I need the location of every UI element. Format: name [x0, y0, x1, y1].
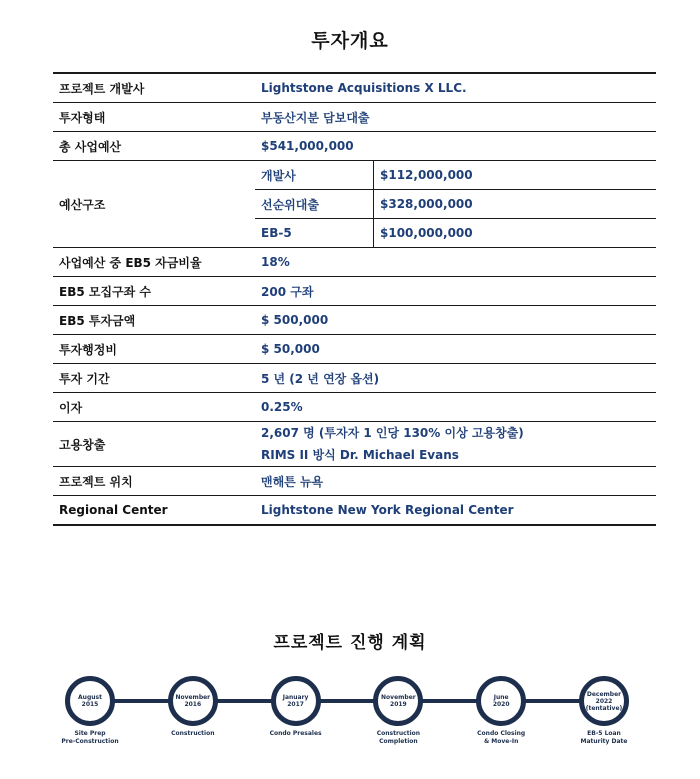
milestone-date: 2017: [287, 701, 304, 708]
timeline-milestone: [373, 676, 423, 726]
row-label: 프로젝트 개발사: [53, 73, 255, 103]
milestone-caption: [353, 730, 443, 746]
milestone-caption-line: Construction: [171, 730, 215, 737]
budget-item-name: 선순위대출: [255, 190, 374, 219]
milestone-date: November: [381, 694, 416, 701]
milestone-date: 2019: [390, 701, 407, 708]
table-row: [53, 306, 656, 335]
milestone-caption-line: Completion: [379, 738, 418, 745]
milestone-date: 2020: [492, 701, 510, 708]
table-row: [53, 364, 656, 393]
milestone-caption-line: Condo Closing: [477, 730, 526, 737]
table-row: [53, 103, 656, 132]
row-value: $ 500,000: [255, 306, 656, 335]
table-row: [53, 335, 656, 364]
row-label: 투자행정비: [53, 335, 255, 364]
timeline-milestone: [65, 676, 115, 726]
row-label: 투자형태: [53, 103, 255, 132]
table-row: [53, 496, 656, 526]
row-value: 맨해튼 뉴욕: [255, 467, 656, 496]
milestone-caption: [559, 730, 649, 746]
table-row: [53, 73, 656, 103]
budget-item-amount: $328,000,000: [374, 190, 657, 219]
milestone-date: August: [78, 694, 102, 701]
milestone-caption-line: Condo Presales: [269, 730, 322, 737]
row-value: 5 년 (2 년 연장 옵션): [255, 364, 656, 393]
page-title: 투자개요: [311, 30, 389, 52]
milestone-date: (tentative): [585, 704, 623, 712]
table-row: [53, 393, 656, 422]
milestone-caption-line: EB-5 Loan: [587, 730, 621, 737]
budget-item-amount: $100,000,000: [374, 219, 657, 248]
row-label: EB5 모집구좌 수: [53, 277, 255, 306]
milestone-date: June: [493, 694, 509, 701]
budget-item-name: EB-5: [255, 219, 374, 248]
row-value: Lightstone Acquisitions X LLC.: [255, 73, 656, 103]
table-row: [53, 132, 656, 161]
row-value: Lightstone New York Regional Center: [255, 496, 656, 526]
milestone-caption: [456, 730, 546, 746]
table-row: [53, 248, 656, 277]
table-row: [53, 277, 656, 306]
employment-value: [255, 422, 656, 467]
row-value: 부동산지분 담보대출: [255, 103, 656, 132]
row-value: $541,000,000: [255, 132, 656, 161]
row-label: 사업예산 중 EB5 자금비율: [53, 248, 255, 277]
investment-overview-table: [53, 72, 656, 526]
milestone-date: 2016: [184, 701, 202, 708]
milestone-caption-line: & Move-In: [483, 738, 519, 745]
milestone-caption-line: Maturity Date: [580, 738, 628, 745]
employment-row: [53, 422, 656, 467]
employment-line-1: 2,607 명 (투자자 1 인당 130% 이상 고용창출): [261, 426, 524, 440]
row-label: Regional Center: [53, 496, 255, 526]
table-row: [53, 467, 656, 496]
timeline-milestone: [579, 676, 629, 726]
milestone-caption-line: Pre-Construction: [61, 738, 119, 745]
milestone-caption: [148, 730, 238, 738]
row-label: EB5 투자금액: [53, 306, 255, 335]
row-value: 200 구좌: [255, 277, 656, 306]
milestone-caption: [45, 730, 135, 746]
row-label: 투자 기간: [53, 364, 255, 393]
employment-label: 고용창출: [53, 422, 255, 467]
timeline-milestone: [271, 676, 321, 726]
project-timeline: [0, 672, 700, 772]
row-value: 0.25%: [255, 393, 656, 422]
milestone-caption: [251, 730, 341, 738]
milestone-date: January: [282, 694, 309, 701]
timeline-milestone: [168, 676, 218, 726]
budget-row: [53, 161, 656, 190]
milestone-date: November: [175, 694, 211, 701]
row-value: $ 50,000: [255, 335, 656, 364]
row-label: 프로젝트 위치: [53, 467, 255, 496]
milestone-date: 2022: [595, 697, 613, 705]
row-label: 이자: [53, 393, 255, 422]
employment-line-2: RIMS II 방식 Dr. Michael Evans: [261, 448, 459, 462]
milestone-caption-line: Construction: [376, 730, 421, 737]
budget-item-amount: $112,000,000: [374, 161, 657, 190]
timeline-title: 프로젝트 진행 계획: [273, 633, 427, 653]
budget-item-name: 개발사: [255, 161, 374, 190]
budget-label: 예산구조: [53, 161, 255, 248]
row-value: 18%: [255, 248, 656, 277]
milestone-date: 2015: [81, 701, 99, 708]
timeline-milestone: [476, 676, 526, 726]
row-label: 총 사업예산: [53, 132, 255, 161]
milestone-date: December: [586, 690, 622, 698]
milestone-caption-line: Site Prep: [74, 730, 106, 737]
